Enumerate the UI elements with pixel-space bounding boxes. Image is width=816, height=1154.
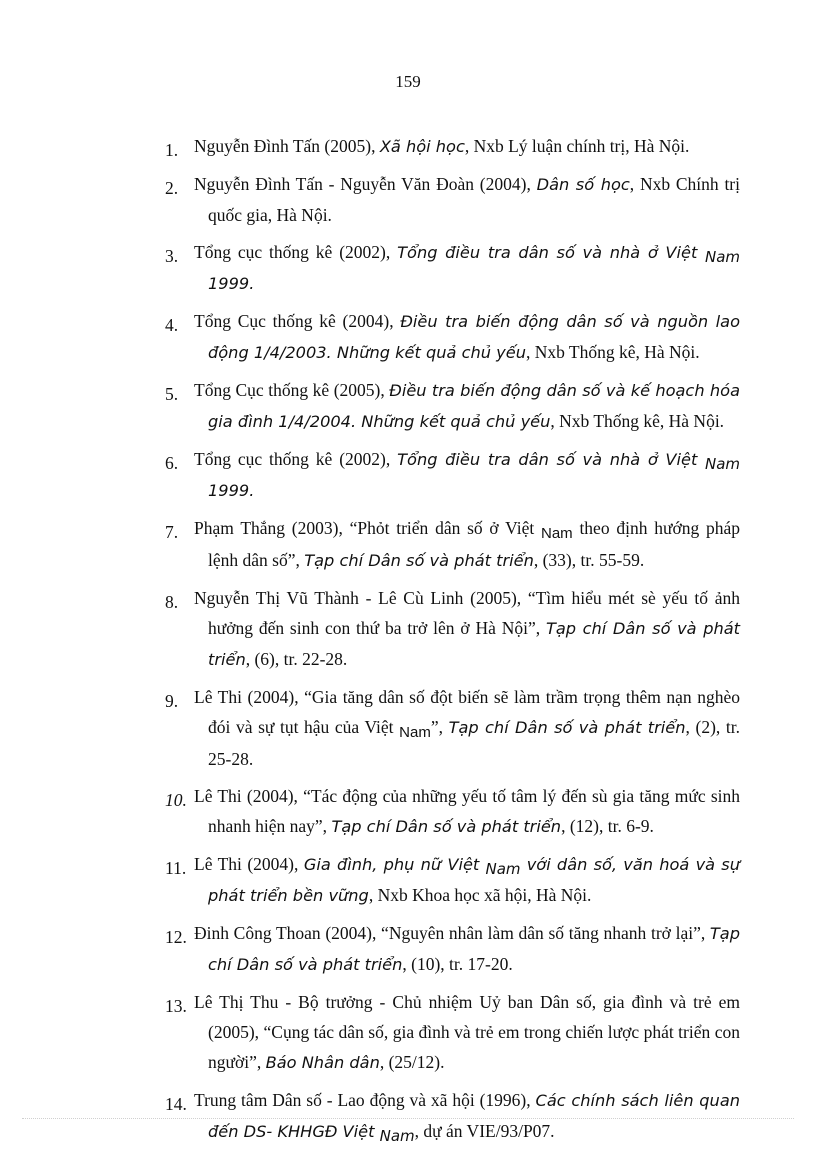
reference-number: 10.	[165, 790, 187, 810]
reference-text: Lê Thi (2004), “Tác động của những yếu tố tâm lý đến sù gia tăng mức sinh nhanh hiện nay”,	[194, 786, 740, 836]
reference-text: , (25/12).	[379, 1052, 445, 1072]
reference-text: Nam	[399, 724, 431, 741]
reference-text: , Nxb Thống kê, Hà Nội.	[525, 342, 700, 362]
reference-item	[136, 444, 740, 506]
reference-text: ”,	[430, 717, 449, 737]
reference-text: Đinh Công Thoan (2004), “Nguyên nhân làm dân số tăng nhanh trở lại”,	[194, 923, 710, 943]
reference-title-text: Các chính sách liên quan đến DS- KHHGĐ Việt	[208, 1091, 740, 1141]
reference-text: Lê Thị Thu - Bộ trưởng - Chủ nhiệm Uỷ ban Dân số, gia đình và trẻ em (2005), “Cụng tác dân số, gia đình và trẻ em trong chiến lược phát triển con người”,	[194, 992, 740, 1072]
reference-text: Tổng Cục thống kê (2005),	[194, 380, 390, 400]
reference-title-text: Tạp chí Dân số và phát triển	[208, 924, 740, 974]
reference-text: Phạm Thắng (2003), “Phỏt triển dân số ở Việt	[194, 518, 541, 538]
reference-text: , (10), tr. 17-20.	[402, 954, 513, 974]
reference-text: Nam	[541, 525, 573, 542]
reference-title-text: Tạp chí Dân số và phát triển	[448, 718, 686, 737]
reference-title-text: Dân số học	[536, 175, 630, 194]
reference-text: , (6), tr. 22-28.	[245, 649, 348, 669]
reference-item	[136, 781, 740, 842]
reference-text: Nguyễn Đình Tấn (2005),	[194, 136, 380, 156]
reference-item	[136, 513, 740, 576]
reference-text: Lê Thi (2004),	[194, 854, 304, 874]
reference-number: 4.	[165, 315, 179, 335]
reference-text: Trung tâm Dân số - Lao động và xã hội (1996),	[194, 1090, 536, 1110]
reference-text: Tổng Cục thống kê (2004),	[194, 311, 401, 331]
reference-title-text: Nam	[704, 248, 740, 266]
reference-title-text: Báo Nhân dân	[265, 1053, 380, 1072]
reference-number: 6.	[165, 453, 179, 473]
reference-text: theo định hướng pháp lệnh dân số”,	[208, 518, 741, 570]
reference-item	[136, 918, 740, 980]
reference-text: , (12), tr. 6-9.	[561, 816, 654, 836]
reference-number: 14.	[165, 1094, 187, 1114]
reference-title-text: Tạp chí Dân số và phát triển	[331, 817, 562, 836]
reference-item	[136, 987, 740, 1078]
reference-title-text: Tổng điều tra dân số và nhà ở Việt	[397, 450, 705, 469]
reference-number: 3.	[165, 246, 179, 266]
reference-text: Tổng cục thống kê (2002),	[194, 449, 398, 469]
reference-title-text: Tạp chí Dân số và phát triển	[208, 619, 741, 669]
reference-number: 9.	[165, 691, 179, 711]
reference-text: , Nxb Lý luận chính trị, Hà Nội.	[464, 136, 690, 156]
reference-title-text: Điều tra biến động dân số và kế hoạch hóa gia đình 1/4/2004. Những kết quả chủ yếu	[208, 381, 740, 431]
reference-number: 8.	[165, 592, 179, 612]
reference-item	[136, 306, 740, 368]
reference-text: , (2), tr. 25-28.	[208, 717, 740, 769]
reference-number: 2.	[165, 178, 179, 198]
reference-text: Nguyễn Đình Tấn - Nguyễn Văn Đoàn (2004),	[194, 174, 537, 194]
reference-text: , (33), tr. 55-59.	[533, 550, 645, 570]
reference-title-text: Gia đình, phụ nữ Việt	[303, 855, 486, 874]
reference-item	[136, 682, 740, 774]
reference-title-text: Xã hội học	[379, 137, 465, 156]
reference-number: 11.	[165, 858, 187, 878]
page-bottom-divider	[22, 1118, 794, 1119]
reference-text: Tổng cục thống kê (2002),	[194, 242, 398, 262]
reference-title-text: 1999.	[208, 481, 255, 500]
reference-title-text: với dân số, văn hoá và sự phát triển bền vững	[208, 855, 740, 905]
reference-item	[136, 1085, 740, 1147]
reference-text: , dự án VIE/93/P07.	[414, 1121, 555, 1141]
reference-number: 7.	[165, 522, 179, 542]
reference-text: , Nxb Thống kê, Hà Nội.	[550, 411, 725, 431]
reference-text: Lê Thi (2004), “Gia tăng dân số đột biến sẽ làm trầm trọng thêm nạn nghèo đói và sự tụt hậu của Việt	[194, 687, 740, 737]
reference-number: 12.	[165, 927, 187, 947]
reference-text: , Nxb Khoa học xã hội, Hà Nội.	[368, 885, 592, 905]
page-number: 159	[395, 72, 421, 91]
reference-title-text: 1999.	[208, 274, 255, 293]
reference-list	[136, 131, 740, 1154]
reference-title-text: Nam	[704, 455, 740, 473]
reference-item	[136, 237, 740, 299]
reference-item	[136, 849, 740, 911]
reference-title-text: Nam	[485, 860, 521, 878]
reference-item	[136, 169, 740, 230]
reference-title-text: Điều tra biến động dân số và nguồn lao động 1/4/2003. Những kết quả chủ yếu	[208, 312, 740, 362]
reference-text: , Nxb Chính trị quốc gia, Hà Nội.	[208, 174, 740, 225]
reference-title-text: Tổng điều tra dân số và nhà ở Việt	[397, 243, 705, 262]
reference-number: 5.	[165, 384, 179, 404]
reference-title-text: Nam	[379, 1127, 415, 1145]
reference-title-text: Tạp chí Dân số và phát triển	[304, 551, 534, 570]
reference-item	[136, 583, 740, 675]
reference-text: Nguyễn Thị Vũ Thành - Lê Cù Linh (2005), “Tìm hiểu mét sè yếu tố ảnh hưởng đến sinh con thứ ba trở lên ở Hà Nội”,	[194, 588, 740, 638]
reference-number: 13.	[165, 996, 187, 1016]
reference-item	[136, 131, 740, 162]
reference-number: 1.	[165, 140, 179, 160]
reference-item	[136, 375, 740, 437]
